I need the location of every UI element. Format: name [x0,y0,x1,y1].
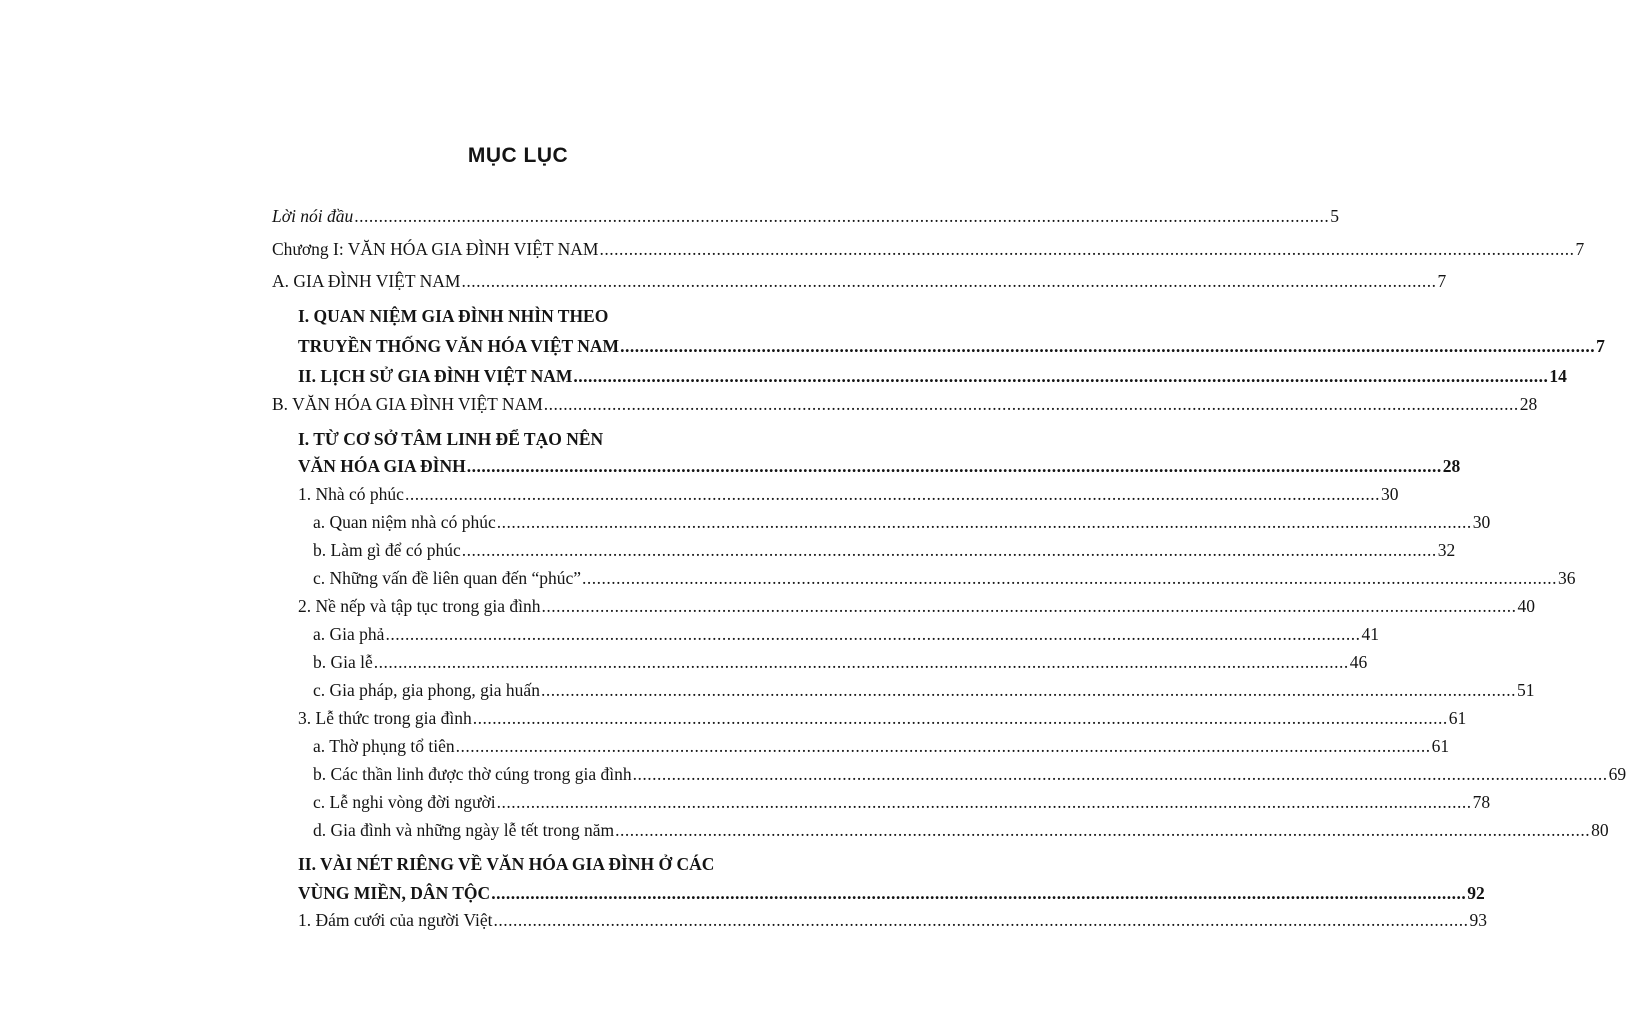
toc-entry [298,335,1605,357]
toc-entry-label: c. Gia pháp, gia phong, gia huấn [313,680,540,700]
toc-entry-first-line: I. QUAN NIỆM GIA ĐÌNH NHÌN THEO [298,306,609,326]
toc-page-number: 30 [1472,512,1491,532]
toc-leader-dots: ........................................................................................................................................................................................................ [543,394,1519,414]
toc-entry [313,539,1456,561]
toc-page-number: 30 [1380,484,1399,504]
toc-entry [313,623,1379,645]
toc-leader-dots: ........................................................................................................................................................................................................ [620,336,1596,356]
toc-page-number: 69 [1608,764,1626,784]
toc-page-number: 28 [1519,394,1538,414]
toc-page-number: 93 [1469,910,1488,930]
toc-leader-dots: ........................................................................................................................................................................................................ [493,910,1469,930]
toc-leader-dots: ........................................................................................................................................................................................................ [455,736,1431,756]
toc-page-number: 7 [1596,336,1605,356]
toc-leader-dots: ........................................................................................................................................................................................................ [461,271,1437,291]
toc-entry-label: 3. Lễ thức trong gia đình [298,708,472,728]
toc-leader-dots: ........................................................................................................................................................................................................ [385,624,1361,644]
toc-entry-label: TRUYỀN THỐNG VĂN HÓA VIỆT NAM [298,336,620,356]
toc-page-number: 14 [1549,366,1567,386]
toc-page-number: 51 [1516,680,1535,700]
toc-entry [313,651,1368,673]
toc-entry [272,393,1538,415]
toc-entry-label: VĂN HÓA GIA ĐÌNH [298,456,466,476]
toc-page-number: 36 [1558,568,1576,588]
toc-page-number: 40 [1517,596,1536,616]
toc-entry [313,511,1491,533]
toc-entry-label: 1. Nhà có phúc [298,484,404,504]
toc-entry-label: b. Làm gì để có phúc [313,540,461,560]
toc-leader-dots: ........................................................................................................................................................................................................ [496,512,1472,532]
toc-leader-dots: ........................................................................................................................................................................................................ [541,596,1517,616]
toc-entry [298,365,1567,387]
toc-entry-label: a. Thờ phụng tổ tiên [313,736,455,756]
toc-entry-label: A. GIA ĐÌNH VIỆT NAM [272,271,461,291]
toc-page-number: 7 [1575,239,1585,259]
toc-entry [313,763,1626,785]
toc-page-number: 32 [1437,540,1456,560]
page-title: MỤC LỤC [467,144,569,167]
toc-entry-label: 1. Đám cưới của người Việt [298,910,493,930]
toc-leader-dots: ........................................................................................................................................................................................................ [599,239,1575,259]
toc-entry-first-line: I. TỪ CƠ SỞ TÂM LINH ĐỂ TẠO NÊN [298,429,604,449]
toc-entry [272,205,1340,227]
toc-leader-dots: ........................................................................................................................................................................................................ [573,366,1549,386]
toc-entry-label: 2. Nề nếp và tập tục trong gia đình [298,596,541,616]
toc-entry [272,270,1447,292]
toc-page-number: 92 [1467,883,1485,903]
toc-entry [313,679,1535,701]
toc-entry-label: II. LỊCH SỬ GIA ĐÌNH VIỆT NAM [298,366,573,386]
toc-entry [313,567,1576,589]
toc-leader-dots: ........................................................................................................................................................................................................ [615,820,1591,840]
toc-leader-dots: ........................................................................................................................................................................................................ [582,568,1558,588]
toc-entry [298,595,1536,617]
toc-entry-label: Lời nói đầu [272,206,354,226]
toc-entry-label: d. Gia đình và những ngày lễ tết trong năm [313,820,615,840]
toc-entry-label: a. Gia phả [313,624,385,644]
toc-leader-dots: ........................................................................................................................................................................................................ [632,764,1608,784]
toc-entry [298,909,1488,931]
toc-page-number: 46 [1349,652,1368,672]
toc-page-number: 61 [1431,736,1450,756]
toc-entry-first-line: II. VÀI NÉT RIÊNG VỀ VĂN HÓA GIA ĐÌNH Ở CÁC [298,854,715,874]
toc-leader-dots: ........................................................................................................................................................................................................ [404,484,1380,504]
toc-entry-label: c. Lễ nghi vòng đời người [313,792,496,812]
toc-entry-label: b. Gia lễ [313,652,373,672]
toc-leader-dots: ........................................................................................................................................................................................................ [472,708,1448,728]
toc-leader-dots: ........................................................................................................................................................................................................ [540,680,1516,700]
toc-page-number: 41 [1361,624,1379,644]
toc-entry [298,882,1485,904]
toc-entry [298,455,1461,477]
toc-page-number: 5 [1330,206,1340,226]
toc-leader-dots: ........................................................................................................................................................................................................ [354,206,1330,226]
toc-page-number: 28 [1442,456,1461,476]
toc-page-number: 78 [1472,792,1491,812]
toc-entry-label: b. Các thần linh được thờ cúng trong gia đình [313,764,632,784]
toc-entry-label: VÙNG MIỀN, DÂN TỘC [298,883,491,903]
toc-leader-dots: ........................................................................................................................................................................................................ [491,883,1467,903]
toc-entry [313,791,1491,813]
toc-leader-dots: ........................................................................................................................................................................................................ [373,652,1349,672]
toc-entry [313,735,1450,757]
toc-leader-dots: ........................................................................................................................................................................................................ [461,540,1437,560]
toc-entry-label: c. Những vấn đề liên quan đến “phúc” [313,568,582,588]
toc-entry-label: a. Quan niệm nhà có phúc [313,512,496,532]
toc-entry [298,483,1399,505]
toc-entry [298,707,1467,729]
toc-page-number: 61 [1448,708,1467,728]
toc-page-number: 7 [1437,271,1447,291]
toc-page-number: 80 [1591,820,1609,840]
toc-entry-label: Chương I: VĂN HÓA GIA ĐÌNH VIỆT NAM [272,239,599,259]
toc-leader-dots: ........................................................................................................................................................................................................ [496,792,1472,812]
toc-entry-label: B. VĂN HÓA GIA ĐÌNH VIỆT NAM [272,394,543,414]
toc-leader-dots: ........................................................................................................................................................................................................ [466,456,1442,476]
toc-entry [313,819,1609,841]
toc-entry [272,238,1585,260]
